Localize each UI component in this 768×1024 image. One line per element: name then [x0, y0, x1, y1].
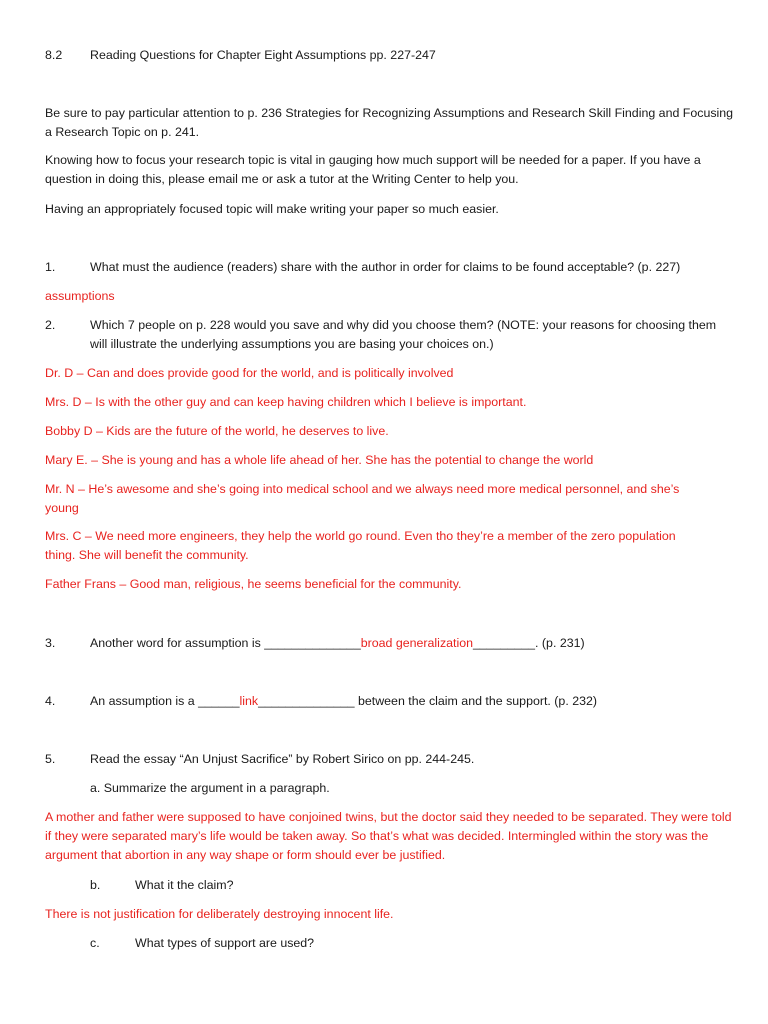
question-number: 3. — [45, 636, 56, 650]
section-number: 8.2 — [45, 48, 63, 62]
answer-2-item: Mary E. – She is young and has a whole life ahead of her. She has the potential to change the world — [45, 453, 594, 467]
intro-paragraph-2: Knowing how to focus your research topic is vital in gauging how much support will be needed for a paper. If you have a question in doing this, please email me or ask a tutor at the Writing Center to help you. — [45, 153, 701, 186]
answer-2-item: Mr. N – He’s awesome and she’s going into medical school and we always need more medical personnel, and she’s young — [45, 482, 680, 515]
intro-paragraph-1: Be sure to pay particular attention to p. 236 Strategies for Recognizing Assumptions and Research Skill Finding and Focusing a Research Topic on p. 241. — [45, 106, 734, 139]
answer-5a: A mother and father were supposed to have conjoined twins, but the doctor said they needed to be separated. They were told if they were separated mary’s life would be taken away. So that’s what was decided. Intermingled within the story was the argument that abortion in any way shape or form should ever be justified. — [45, 810, 732, 862]
document-page — [45, 0, 735, 1024]
fill-in-answer: broad generalization — [360, 636, 474, 650]
answer-5b: There is not justification for deliberately destroying innocent life. — [45, 907, 394, 921]
question-text — [90, 634, 585, 653]
sub-text: What types of support are used? — [135, 936, 315, 950]
question-text — [90, 692, 597, 711]
answer-2-item: Father Frans – Good man, religious, he seems beneficial for the community. — [45, 577, 462, 591]
sub-label: b. — [90, 878, 101, 892]
question-number: 4. — [45, 694, 56, 708]
question-text: Read the essay “An Unjust Sacrifice” by Robert Sirico on pp. 244-245. — [90, 752, 475, 766]
blank-after: _________. (p. 231) — [473, 636, 585, 650]
sub-text: What it the claim? — [135, 878, 234, 892]
section-title: Reading Questions for Chapter Eight Assumptions pp. 227-247 — [90, 48, 436, 62]
answer-2-item: Mrs. D – Is with the other guy and can keep having children which I believe is important. — [45, 395, 527, 409]
question-number: 5. — [45, 752, 56, 766]
answer-2-item: Bobby D – Kids are the future of the world, he deserves to live. — [45, 424, 389, 438]
fill-in-answer: link — [239, 694, 259, 708]
question-number: 1. — [45, 260, 56, 274]
intro-paragraph-3: Having an appropriately focused topic will make writing your paper so much easier. — [45, 202, 499, 216]
question-text: Which 7 people on p. 228 would you save and why did you choose them? (NOTE: your reasons for choosing them will illustrate the underlying assumptions you are basing your choices on.) — [90, 318, 717, 351]
answer-2-item: Mrs. C – We need more engineers, they help the world go round. Even tho they’re a member of the zero population thing. She will benefit the community. — [45, 529, 676, 562]
blank-before: Another word for assumption is ______________ — [90, 636, 361, 650]
blank-after: ______________ between the claim and the support. (p. 232) — [258, 694, 598, 708]
answer-1: assumptions — [45, 289, 115, 303]
sub-label: c. — [90, 936, 100, 950]
blank-before: An assumption is a ______ — [90, 694, 240, 708]
answer-2-item: Dr. D – Can and does provide good for the world, and is politically involved — [45, 366, 454, 380]
question-text: What must the audience (readers) share with the author in order for claims to be found acceptable? (p. 227) — [90, 260, 681, 274]
subquestion-a: a. Summarize the argument in a paragraph. — [90, 781, 330, 795]
question-number: 2. — [45, 318, 56, 332]
